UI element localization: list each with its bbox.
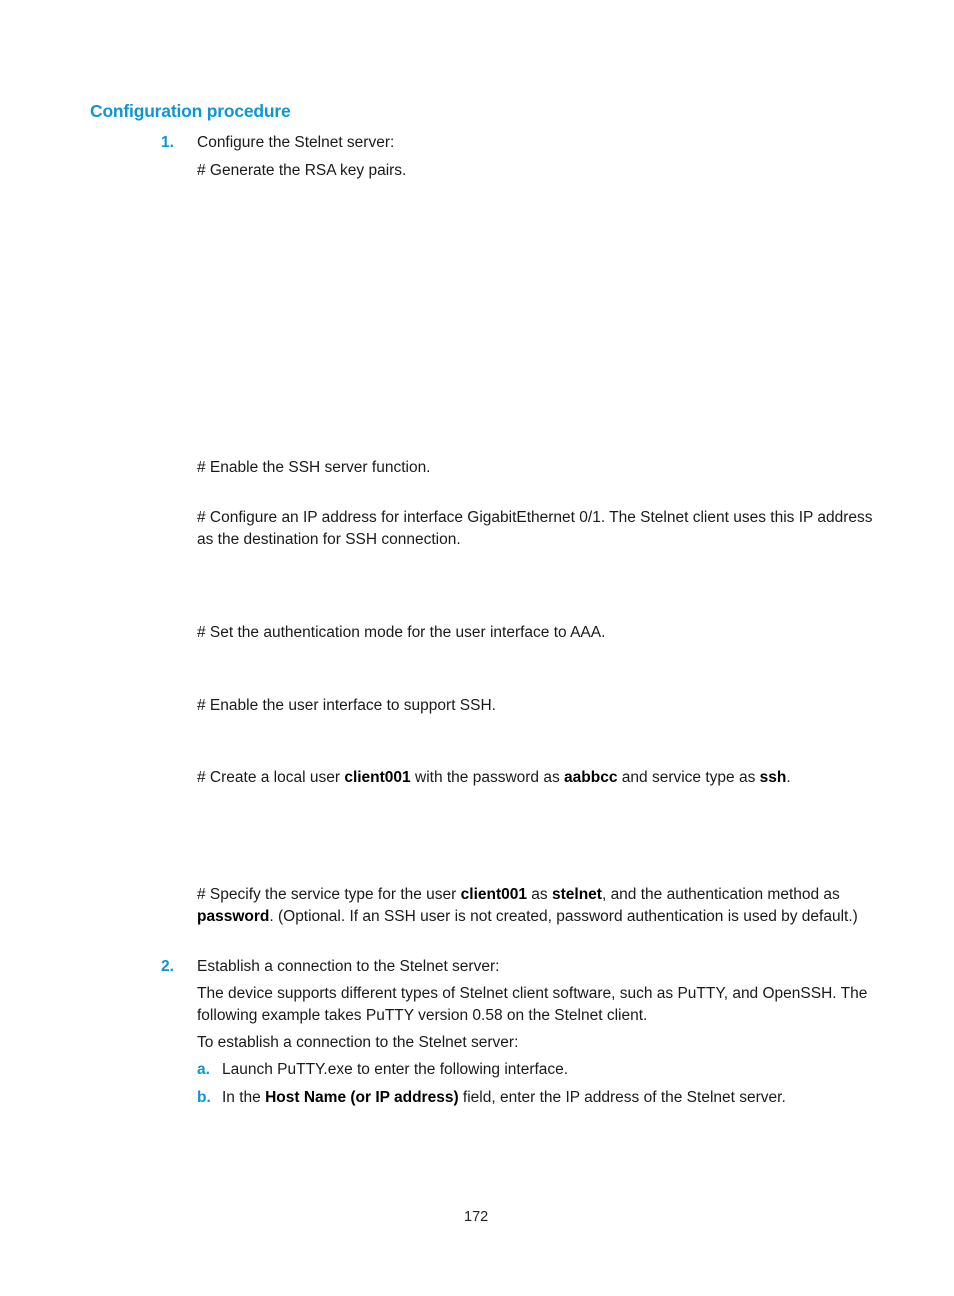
- substep-b-text: [222, 1089, 786, 1107]
- client-software-line2: following example takes PuTTY version 0.58 on the Stelnet client.: [197, 1006, 648, 1024]
- comment-enable-ssh-support: # Enable the user interface to support SSH.: [197, 697, 496, 714]
- username: client001: [460, 886, 527, 903]
- comment-generate-rsa: # Generate the RSA key pairs.: [197, 162, 407, 179]
- text: and service type as: [617, 769, 760, 786]
- service-type-value: stelnet: [551, 886, 602, 903]
- comment-enable-ssh-server: # Enable the SSH server function.: [197, 459, 431, 476]
- text: # Specify the service type for the user: [197, 886, 461, 903]
- text: field, enter the IP address of the Stelnet server.: [458, 1089, 786, 1106]
- page-number: 172: [464, 1209, 489, 1225]
- comment-configure-ip-line1: # Configure an IP address for interface GigabitEthernet 0/1. The Stelnet client uses this IP address: [197, 509, 873, 526]
- text: .: [786, 769, 791, 786]
- username: client001: [344, 769, 411, 786]
- comment-service-type: [197, 884, 858, 927]
- comment-auth-mode-aaa: # Set the authentication mode for the user interface to AAA.: [197, 624, 606, 641]
- step-2-number: 2.: [161, 958, 174, 975]
- client-software-paragraph: [197, 983, 867, 1026]
- text: as: [527, 886, 552, 903]
- text: . (Optional. If an SSH user is not created, password authentication is used by default.): [269, 907, 858, 925]
- establish-connection-intro: To establish a connection to the Stelnet server:: [197, 1034, 519, 1051]
- text: # Create a local user: [197, 769, 345, 786]
- password-value: aabbcc: [564, 769, 618, 786]
- text: with the password as: [410, 769, 565, 786]
- auth-method-value: password: [197, 907, 270, 925]
- step-1-number: 1.: [161, 134, 174, 151]
- comment-service-type-line1: [197, 884, 858, 906]
- host-name-field-label: Host Name (or IP address): [265, 1089, 459, 1106]
- text: , and the authentication method as: [601, 886, 840, 903]
- service-type-value: ssh: [759, 769, 787, 786]
- substep-b-label: b.: [197, 1089, 211, 1106]
- text: In the: [222, 1089, 266, 1106]
- substep-a-label: a.: [197, 1061, 210, 1078]
- comment-service-type-line2: [197, 906, 858, 928]
- substep-a-text: Launch PuTTY.exe to enter the following interface.: [222, 1061, 569, 1078]
- comment-configure-ip-line2: as the destination for SSH connection.: [197, 530, 461, 548]
- client-software-line1: The device supports different types of Stelnet client software, such as PuTTY, and OpenSSH. The: [197, 985, 868, 1002]
- step-2-title: Establish a connection to the Stelnet server:: [197, 958, 500, 975]
- comment-create-local-user: [197, 769, 791, 787]
- comment-configure-ip: [197, 507, 873, 550]
- step-1-title: Configure the Stelnet server:: [197, 134, 395, 151]
- section-heading: Configuration procedure: [90, 101, 291, 121]
